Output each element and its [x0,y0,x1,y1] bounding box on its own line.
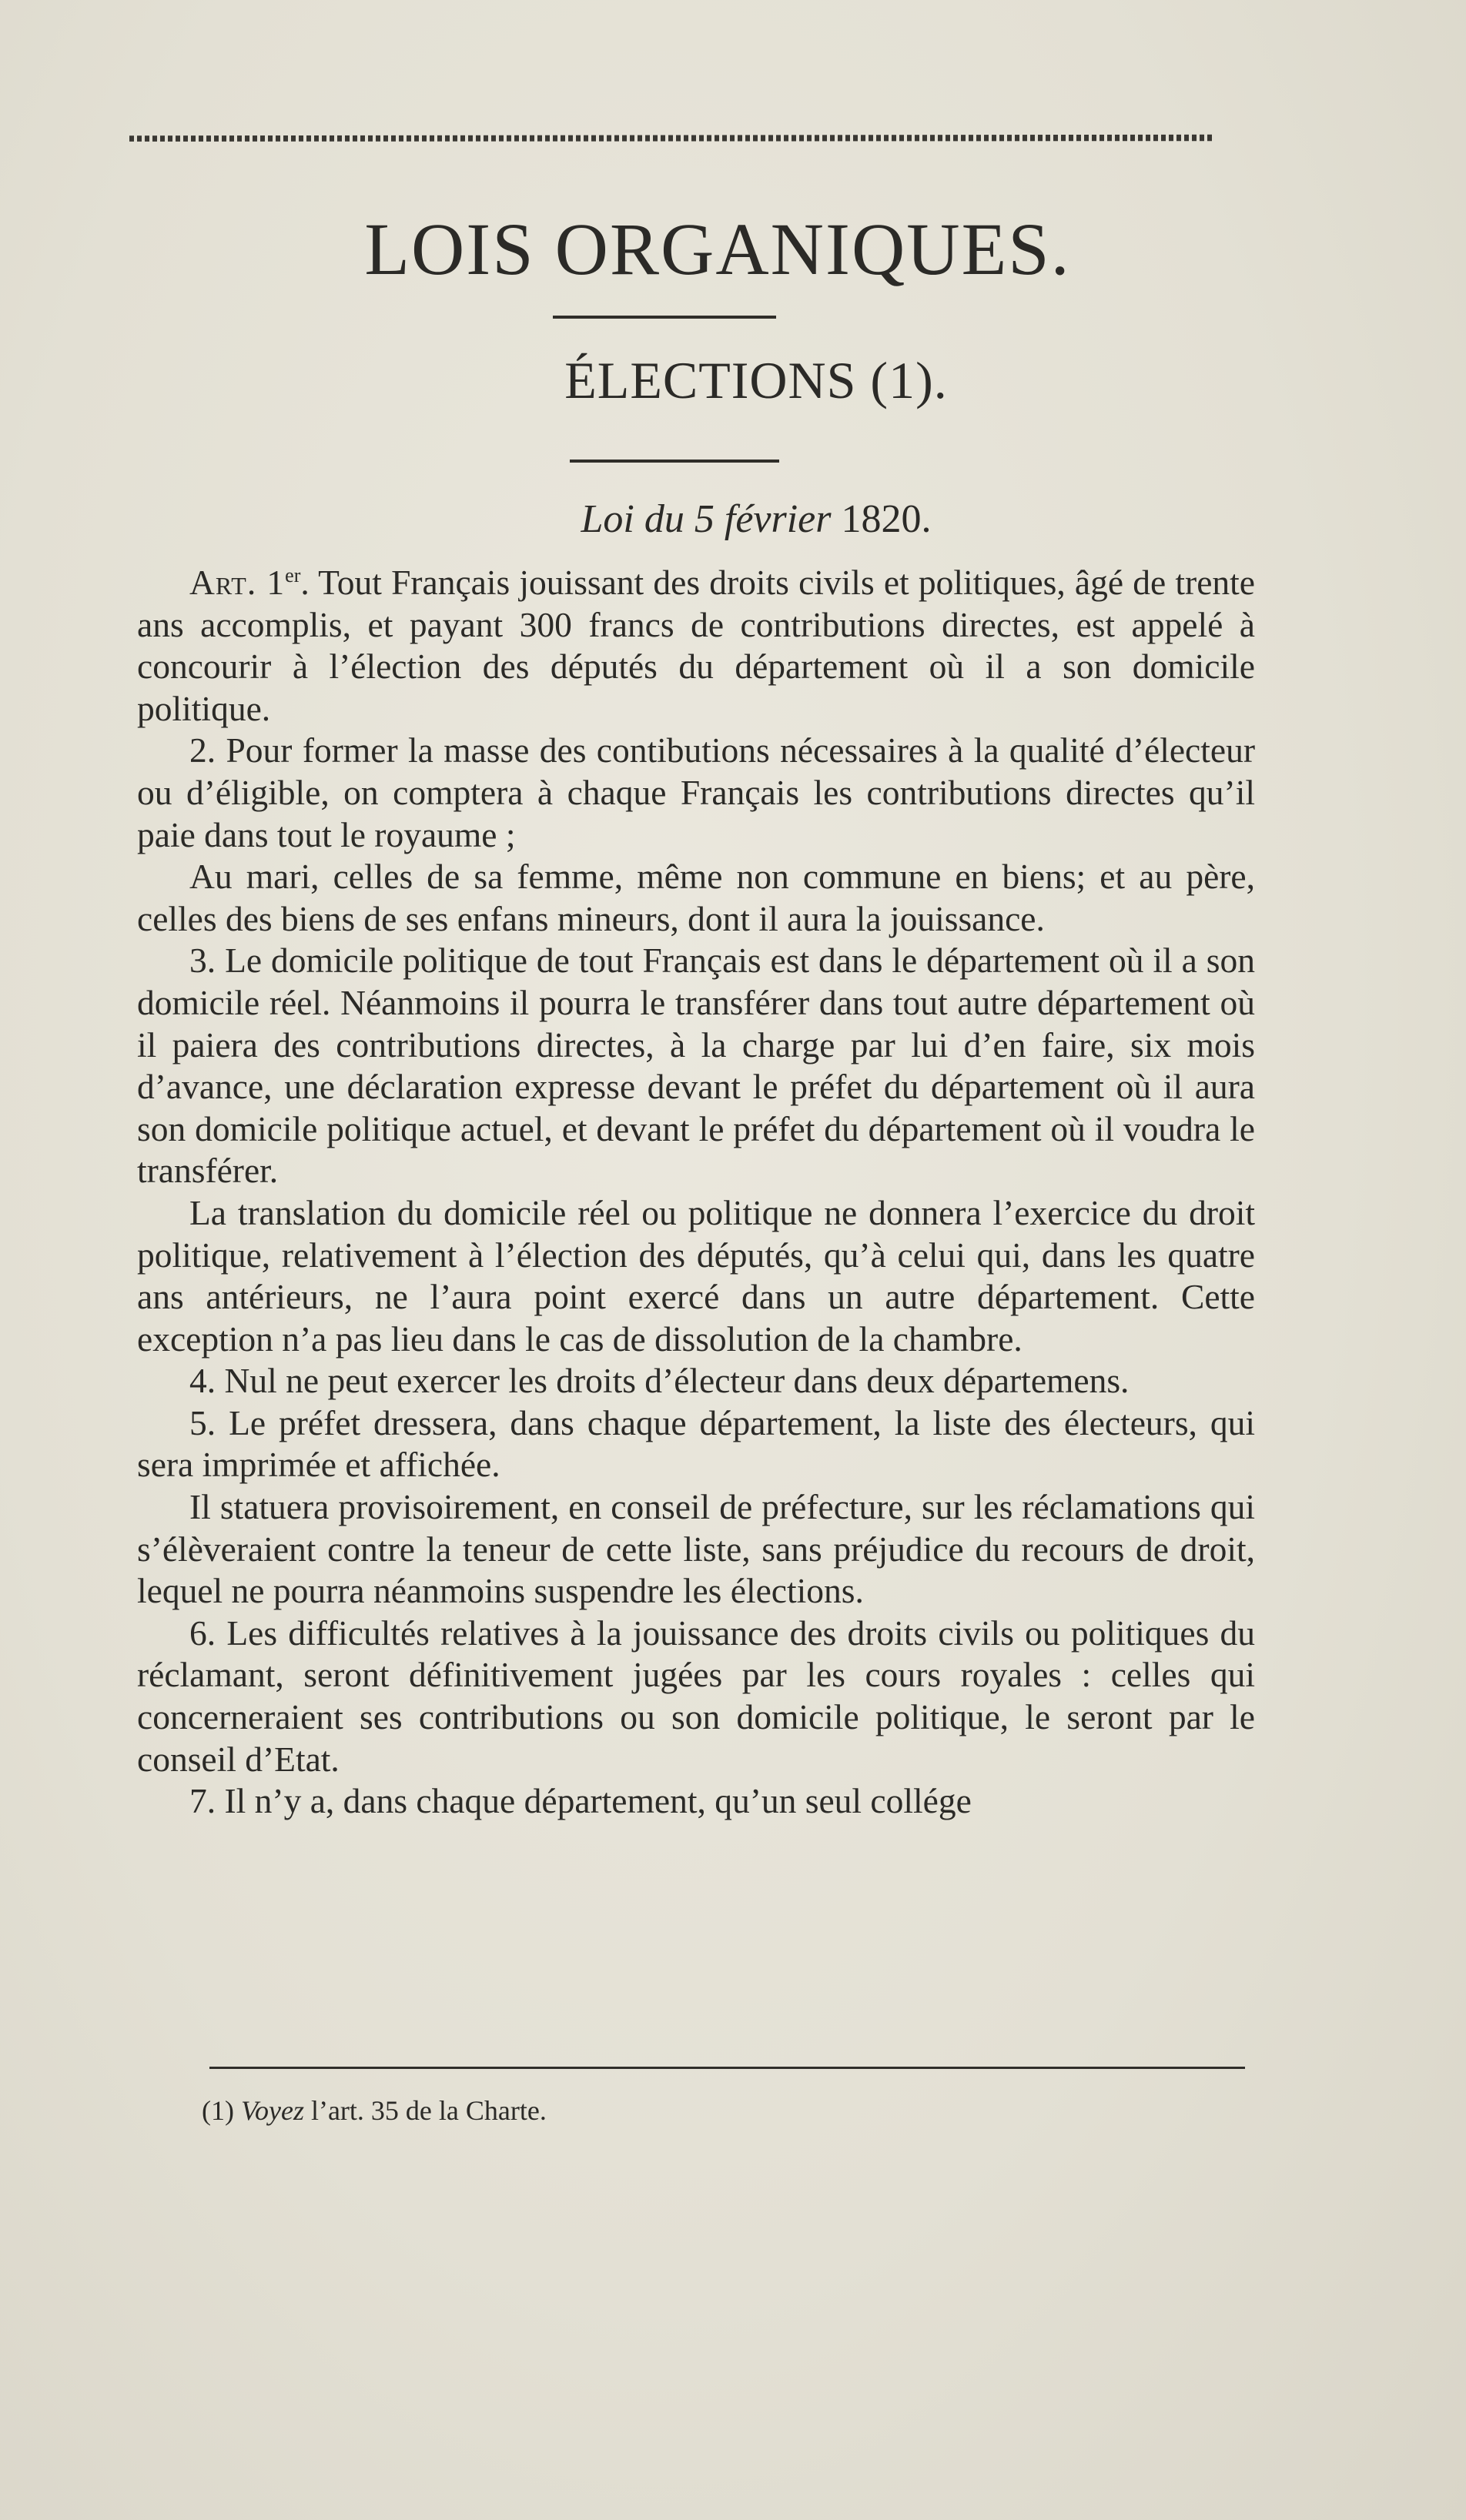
law-title [46,496,1466,542]
article-1-text: . Tout Français jouissant des droits civils et politiques, âgé de trente ans accomplis, et payant 300 francs de contributions directes, est appelé à concourir à l’élection des députés du département où il a son domicile politique. [137,563,1255,728]
section-divider [570,460,779,463]
article-1-lead: Art. 1 [189,563,286,602]
article-5: 5. Le préfet dressera, dans chaque département, la liste des électeurs, qui sera imprimée et affichée. [137,1402,1255,1485]
footnote-number: (1) [202,2095,234,2126]
article-2-continued: Au mari, celles de sa femme, même non commune en biens; et au père, celles des biens de ses enfans mineurs, dont il aura la jouissance. [137,857,1255,938]
article-3: 3. Le domicile politique de tout Français est dans le département où il a son domicile réel. Néanmoins il pourra le transférer dans tout autre département où il paiera des contributions directes, à la charge par lui d’en faire, six mois d’avance, une déclaration expresse devant le préfet du département où il aura son domicile politique actuel, et devant le préfet du département où il voudra le transférer. [137,941,1255,1191]
article-2: 2. Pour former la masse des contibutions nécessaires à la qualité d’électeur ou d’éligible, on comptera à chaque Français les contributions directes qu’il paie dans tout le royaume ; [137,730,1255,854]
article-5-continued: Il statuera provisoirement, en conseil de préfecture, sur les réclamations qui s’élèveraient contre la teneur de cette liste, sans préjudice du recours de droit, lequel ne pourra néanmoins suspendre les élections. [137,1487,1255,1611]
article-3-continued: La translation du domicile réel ou politique ne donnera l’exercice du droit politique, relativement à l’élection des députés, qu’à celui qui, dans les quatre ans antérieurs, ne l’aura point exercé dans un autre département. Cette exception n’a pas lieu dans le cas de dissolution de la chambre. [137,1192,1255,1359]
title-divider [553,316,776,319]
article-7: 7. Il n’y a, dans chaque département, qu’un seul collége [189,1781,972,1821]
law-body [137,562,1255,1823]
footnote [202,2094,547,2127]
article-1 [137,562,1255,730]
footnote-text: l’art. 35 de la Charte. [303,2095,547,2126]
article-6: 6. Les difficultés relatives à la jouissance des droits civils ou politiques du réclamant, seront définitivement jugées par les cours royales : celles qui concerneraient ses contributions ou son domicile politique, le seront par le conseil d’Etat. [137,1613,1255,1779]
footnote-italic: Voyez [240,2095,304,2126]
law-title-prefix: Loi du 5 février [581,497,832,541]
footnote-rule [209,2067,1245,2069]
article-4: 4. Nul ne peut exercer les droits d’électeur dans deux départemens. [189,1361,1130,1401]
page-heading: LOIS ORGANIQUES. [364,208,1071,290]
section-title: ÉLECTIONS (1). [564,351,948,409]
law-title-year: 1820. [831,497,932,541]
article-1-sup: er [285,563,301,587]
